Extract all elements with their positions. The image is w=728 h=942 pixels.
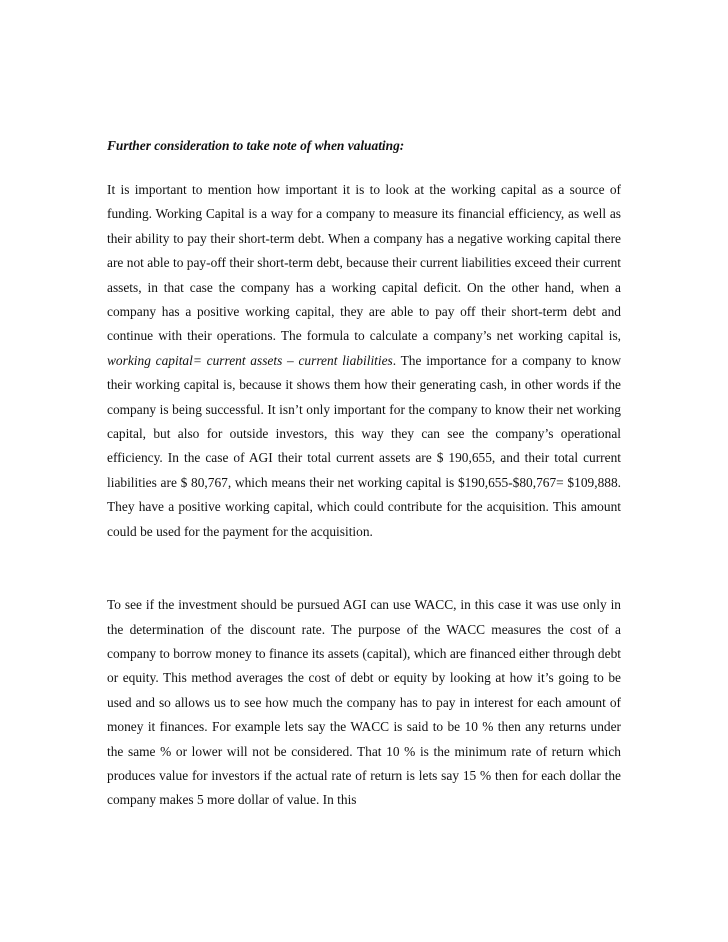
working-capital-formula: working capital= current assets – current liabilities bbox=[107, 352, 393, 368]
paragraph-text: It is important to mention how important it is to look at the working capital as a source of funding. Working Capital is a way for a company to measure its financial efficiency, as well as their ability to pay their short-term debt. When a company has a negative working capital there are not able to pay-off their short-term debt, because their current liabilities exceed their current assets, in that case the company has a working capital deficit. On the other hand, when a company has a positive working capital, they are able to pay off their short-term debt and continue with their operations. The formula to calculate a company’s net working capital is, bbox=[107, 182, 621, 344]
wacc-paragraph: To see if the investment should be pursued AGI can use WACC, in this case it was use only in the determination of the discount rate. The purpose of the WACC measures the cost of a company to borrow money to finance its assets (capital), which are financed either through debt or equity. This method averages the cost of debt or equity by looking at how it’s going to be used and so allows us to see how much the company has to pay in interest for each amount of money it finances. For example lets say the WACC is said to be 10 % then any returns under the same % or lower will not be considered. That 10 % is the minimum rate of return which produces value for investors if the actual rate of return is lets say 15 % then for each dollar the company makes 5 more dollar of value. In this bbox=[107, 597, 621, 808]
working-capital-paragraph bbox=[107, 178, 621, 544]
document-body bbox=[107, 134, 621, 813]
paragraph-text: . The importance for a company to know their working capital is, because it shows them how their generating cash, in other words if the company is being successful. It isn’t only important for the company to know their net working capital, but also for outside investors, this way they can see the company’s operational efficiency. In the case of AGI their total current assets are $ 190,655, and their total current liabilities are $ 80,767, which means their net working capital is $190,655-$80,767= $109,888. They have a positive working capital, which could contribute for the acquisition. This amount could be used for the payment for the acquisition. bbox=[107, 352, 622, 539]
section-heading: Further consideration to take note of when valuating: bbox=[107, 138, 405, 153]
